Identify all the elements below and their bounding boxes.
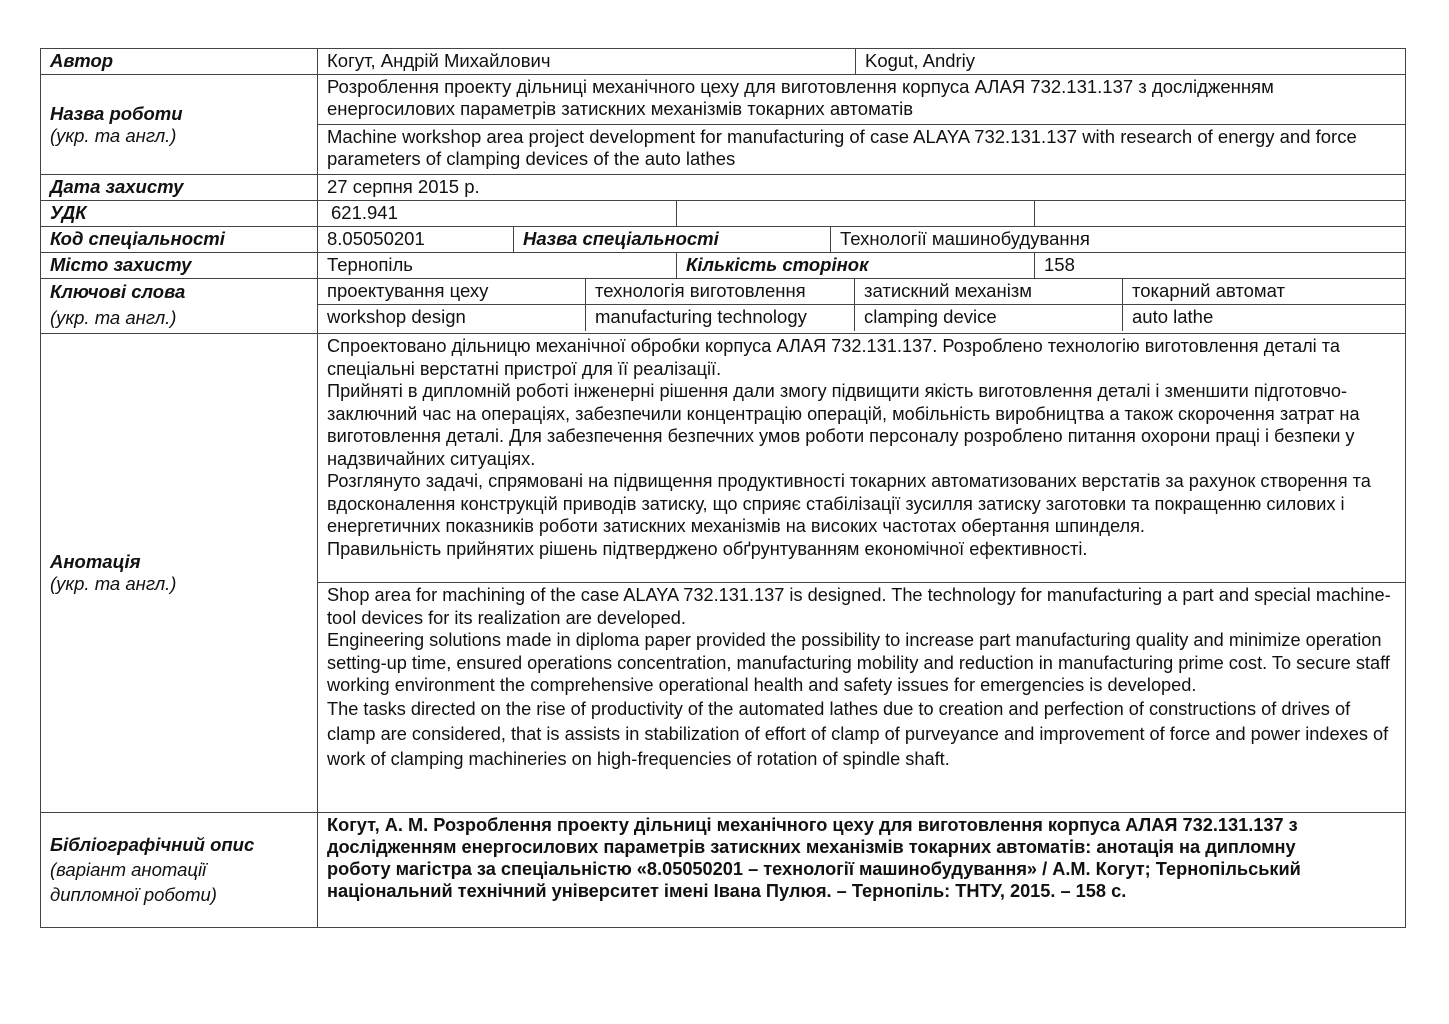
defense-date-label: Дата захисту	[50, 176, 184, 197]
specialty-code: 8.05050201	[318, 227, 514, 252]
defense-date-label-cell	[41, 175, 318, 200]
annotation-values	[318, 334, 1405, 812]
bibliography-description: Когут, А. М. Розроблення проекту дільниці механічного цеху для виготовлення корпуса АЛАЯ 732.131.137 з дослідженням енергосилових параметрів затискних механізмів токарних автоматів: анотація на дипломну роботу магістра за спеціальністю «8.05050201 – технології машинобудування» / А.М. Когут; Тернопільський національний технічний університет імені Івана Пулюя. – Тернопіль: ТНТУ, 2015. – 158 с.	[327, 815, 1301, 901]
city-label: Місто захисту	[50, 254, 192, 275]
bibliography-label-cell	[41, 813, 318, 927]
keyword-uk-3: затискний механізм	[855, 279, 1123, 304]
bibliography-text	[318, 813, 1405, 927]
specialty-values	[318, 227, 1405, 252]
title-sublabel: (укр. та англ.)	[50, 124, 177, 146]
specialty-label-cell	[41, 227, 318, 252]
pages-label: Кількість сторінок	[677, 253, 1035, 278]
title-label: Назва роботи	[50, 102, 183, 124]
pages-value: 158	[1044, 254, 1075, 275]
keyword-en-1: workshop design	[318, 305, 586, 331]
bibliography-sublabel-2: дипломної роботи)	[50, 884, 217, 905]
specialty-label: Код спеціальності	[50, 228, 225, 249]
specialty-name-label: Назва спеціальності	[514, 227, 831, 252]
annotation-en-p3: The tasks directed on the rise of productivity of the automated lathes due to creation and perfection of constructions of drives of clamp are considered, that is assists in stabilization of effort of clamp of purveyance and improvement of force and power indexes of work of clamping machineries on high-frequencies of rotation of spindle shaft.	[327, 698, 1389, 769]
author-name-en: Kogut, Andriy	[865, 50, 976, 71]
city-row	[41, 252, 1405, 278]
udc-label-cell	[41, 201, 318, 226]
annotation-en-p1: Shop area for machining of the case ALAYA 732.131.137 is designed. The technology for manufacturing a part and special machine-tool devices for its realization are developed.	[327, 585, 1391, 628]
title-en: Machine workshop area project development for manufacturing of case ALAYA 732.131.137 with research of energy and force parameters of clamping devices of the auto lathes	[318, 124, 1405, 174]
thesis-info-table	[40, 48, 1406, 928]
annotation-uk-p2: Прийняті в дипломній роботі інженерні рішення дали змогу підвищити якість виготовлення деталі і зменшити підготовчо-заключний час на операціях, забезпечили концентрацію операцій, мобільність виробництва а також скорочення затрат на виготовлення деталі. Для забезпечення безпечних умов роботи персоналу розроблено питання охорони праці і безпеки у надзвичайних ситуаціях.	[327, 381, 1360, 469]
annotation-uk-p4: Правильність прийнятих рішень підтверджено обґрунтуванням економічної ефективності.	[327, 538, 1088, 559]
defense-date-value: 27 серпня 2015 р.	[327, 176, 480, 197]
keyword-en-2: manufacturing technology	[586, 305, 855, 331]
author-name-uk: Когут, Андрій Михайлович	[318, 49, 856, 74]
annotation-en-p2: Engineering solutions made in diploma paper provided the possibility to increase part manufacturing quality and minimize operation setting-up time, ensured operations concentration, manufacturing mobility and reduction in manufacturing prime cost. To secure staff working environment the comprehensive operational health and safety issues for emergencies is developed.	[327, 630, 1390, 695]
bibliography-row	[41, 812, 1405, 927]
author-row	[41, 49, 1405, 74]
annotation-en	[318, 582, 1405, 812]
udc-label: УДК	[50, 202, 87, 223]
annotation-label: Анотація	[50, 551, 141, 572]
author-label: Автор	[50, 50, 114, 71]
city-value: Тернопіль	[318, 253, 677, 278]
keywords-label: Ключові слова	[50, 281, 186, 302]
keyword-en-3: clamping device	[855, 305, 1123, 331]
annotation-sublabel: (укр. та англ.)	[50, 573, 177, 594]
keywords-row	[41, 278, 1405, 333]
keyword-uk-2: технологія виготовлення	[586, 279, 855, 304]
keywords-uk	[318, 279, 1405, 304]
keywords-sublabel: (укр. та англ.)	[50, 307, 177, 328]
specialty-row	[41, 226, 1405, 252]
udc-empty-1	[677, 201, 1035, 226]
annotation-uk	[318, 334, 1405, 582]
keyword-en-4: auto lathe	[1132, 306, 1214, 327]
annotation-uk-p3: Розглянуто задачі, спрямовані на підвищення продуктивності токарних автоматизованих верстатів за рахунок створення та вдосконалення конструкцій приводів затиску, що сприяє стабілізації зусилля затиску заготовки та покращенню силових і енергетичних показників роботи затискних механізмів на високих частотах обертання шпинделя.	[327, 471, 1371, 536]
title-values	[318, 75, 1405, 174]
city-values	[318, 253, 1405, 278]
defense-date-row	[41, 174, 1405, 200]
bibliography-label: Бібліографічний опис	[50, 834, 255, 855]
annotation-uk-p1: Спроектовано дільницю механічної обробки корпуса АЛАЯ 732.131.137. Розроблено технологію виготовлення деталі та спеціальні верстатні пристрої для її реалізації.	[327, 336, 1341, 379]
udc-values	[318, 201, 1405, 226]
author-label-cell	[41, 49, 318, 74]
annotation-label-cell	[41, 334, 318, 812]
keywords-en	[318, 304, 1405, 331]
title-uk: Розроблення проекту дільниці механічного цеху для виготовлення корпуса АЛАЯ 732.131.137 з дослідженням енергосилових параметрів затискних механізмів токарних автоматів	[327, 76, 1274, 119]
author-values	[318, 49, 1405, 74]
udc-empty-2	[1035, 201, 1405, 226]
keywords-values	[318, 279, 1405, 333]
bibliography-sublabel-1: (варіант анотації	[50, 859, 207, 880]
keyword-uk-4: токарний автомат	[1132, 280, 1285, 301]
annotation-row	[41, 333, 1405, 812]
keyword-uk-1: проектування цеху	[318, 279, 586, 304]
title-label-cell	[41, 75, 318, 174]
udc-row	[41, 200, 1405, 226]
specialty-name: Технології машинобудування	[840, 228, 1090, 249]
keywords-label-cell	[41, 279, 318, 333]
title-row	[41, 74, 1405, 174]
city-label-cell	[41, 253, 318, 278]
udc-value: 621.941	[318, 201, 677, 226]
